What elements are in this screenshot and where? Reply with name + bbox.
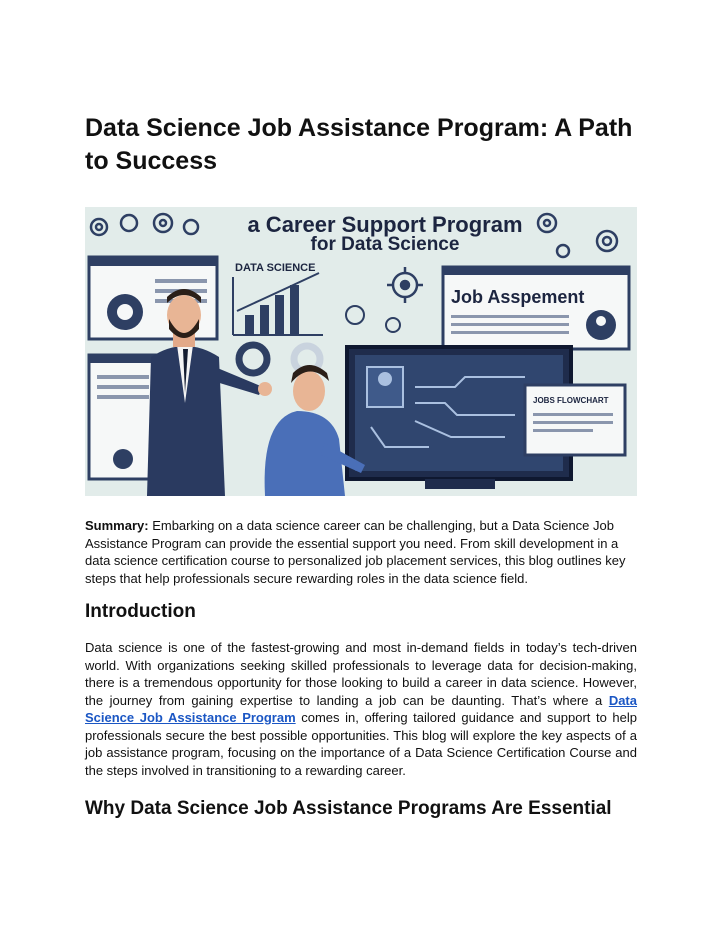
small-panel-label: JOBS FLOWCHART — [533, 396, 609, 405]
panel-label: Job Asspement — [451, 287, 585, 307]
chart-label: DATA SCIENCE — [235, 262, 316, 274]
section-heading-introduction: Introduction — [85, 601, 196, 622]
summary-label: Summary: — [85, 518, 149, 533]
summary-paragraph — [85, 517, 637, 587]
page-title: Data Science Job Assistance Program: A Path to Success — [85, 114, 633, 175]
summary-text: Embarking on a data science career can be challenging, but a Data Science Job Assistance Program can provide the essential support you need. From skill development in a data science certification course to personalized job placement services, this blog outlines key steps that help professionals secure rewarding roles in the data science field. — [85, 518, 626, 586]
intro-text-after-link: comes in, offering tailored guidance and support to help professionals secure the best possible opportunities. This blog will explore the key aspects of a job assistance program, focusing on the importance of a Data Science Certification Course and the steps involved in transitioning to a rewarding career. — [85, 710, 637, 778]
intro-text-before-link: Data science is one of the fastest-growing and most in-demand fields in today’s tech-driven world. With organizations seeking skilled professionals to leverage data for decision-making, there is a tremendous opportunity for those looking to build a career in data science. However, the journey from gaining expertise to landing a job can be daunting. That’s where a — [85, 640, 637, 708]
section-heading-why-essential: Why Data Science Job Assistance Programs Are Essential — [85, 798, 612, 819]
hero-illustration — [85, 207, 637, 496]
hero-heading-line1: a Career Support Program — [247, 212, 523, 237]
flowchart-card — [525, 385, 625, 455]
hero-heading-line2: for Data Science — [310, 234, 460, 255]
job-assistance-program-link[interactable]: Data Science Job Assistance Program — [85, 692, 637, 725]
introduction-paragraph — [85, 639, 637, 779]
job-assessment-panel — [443, 267, 629, 349]
